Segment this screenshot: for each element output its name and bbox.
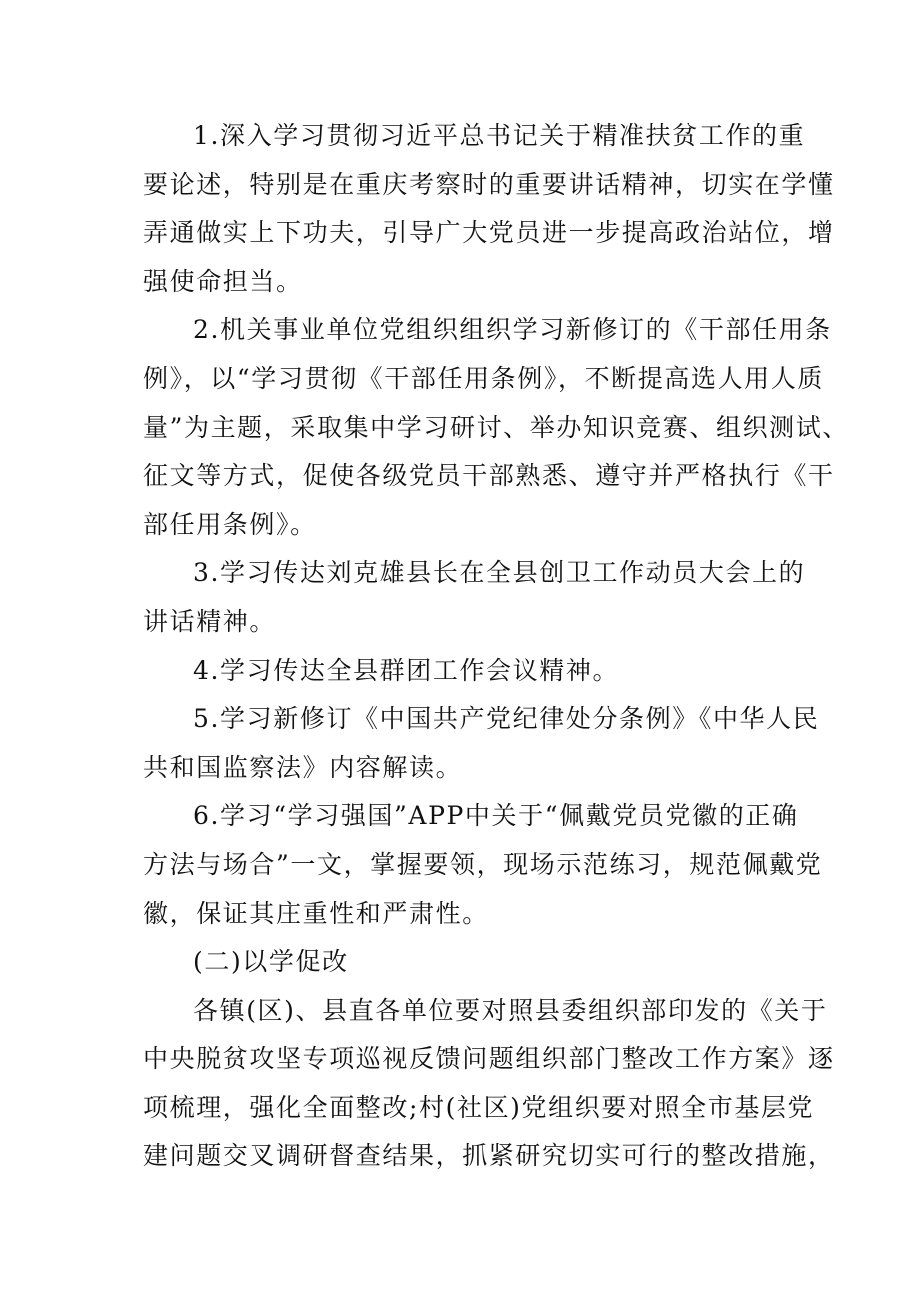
text-line: 讲话精神。	[143, 606, 277, 636]
text-line: (二)以学促改	[193, 947, 349, 977]
paragraph-item-6	[143, 792, 823, 938]
text-line: 1.深入学习贯彻习近平总书记关于精准扶贫工作的重	[193, 121, 806, 150]
text-line: 建问题交叉调研督查结果，抓紧研究切实可行的整改措施，	[143, 1141, 835, 1171]
paragraph-item-4	[143, 647, 783, 696]
text-line: 6.学习“学习强国”APP中关于“佩戴党员党徽的正确	[193, 801, 799, 831]
text-line: 徽，保证其庄重性和严肃性。	[143, 898, 489, 928]
text-line: 弄通做实上下功夫，引导广大党员进一步提高政治站位，增	[143, 218, 835, 248]
text-line: 5.学习新修订《中国共产党纪律处分条例》《中华人民	[193, 704, 820, 734]
paragraph-item-2	[143, 306, 849, 549]
text-line: 例》，以“学习贯彻《干部任用条例》，不断提高选人用人质	[143, 363, 824, 393]
paragraph-item-3	[143, 549, 806, 646]
text-line: 3.学习传达刘克雄县长在全县创卫工作动员大会上的	[193, 558, 806, 588]
paragraph-item-5	[143, 695, 820, 792]
text-line: 征文等方式，促使各级党员干部熟悉、遵守并严格执行《干	[143, 461, 835, 491]
paragraph-item-1	[143, 112, 835, 306]
text-line: 共和国监察法》内容解读。	[143, 752, 463, 782]
document-body	[143, 112, 849, 1181]
text-line: 项梳理，强化全面整改;村(社区)党组织要对照全市基层党	[143, 1092, 815, 1122]
text-line: 2.机关事业单位党组织组织学习新修订的《干部任用条	[193, 315, 832, 345]
text-line: 4.学习传达全县群团工作会议精神。	[193, 655, 620, 685]
text-line: 中央脱贫攻坚专项巡视反馈问题组织部门整改工作方案》逐	[143, 1044, 835, 1074]
text-line: 强使命担当。	[143, 266, 303, 296]
text-line: 部任用条例》。	[143, 509, 317, 539]
section-heading	[143, 938, 783, 987]
text-line: 方法与场合”一文，掌握要领，现场示范练习，规范佩戴党	[143, 849, 823, 879]
text-line: 量”为主题，采取集中学习研讨、举办知识竞赛、组织测试、	[143, 412, 849, 442]
text-line: 要论述，特别是在重庆考察时的重要讲话精神，切实在学懂	[143, 169, 835, 199]
paragraph-body	[143, 987, 835, 1181]
text-line: 各镇(区)、县直各单位要对照县委组织部印发的《关于	[193, 995, 828, 1025]
